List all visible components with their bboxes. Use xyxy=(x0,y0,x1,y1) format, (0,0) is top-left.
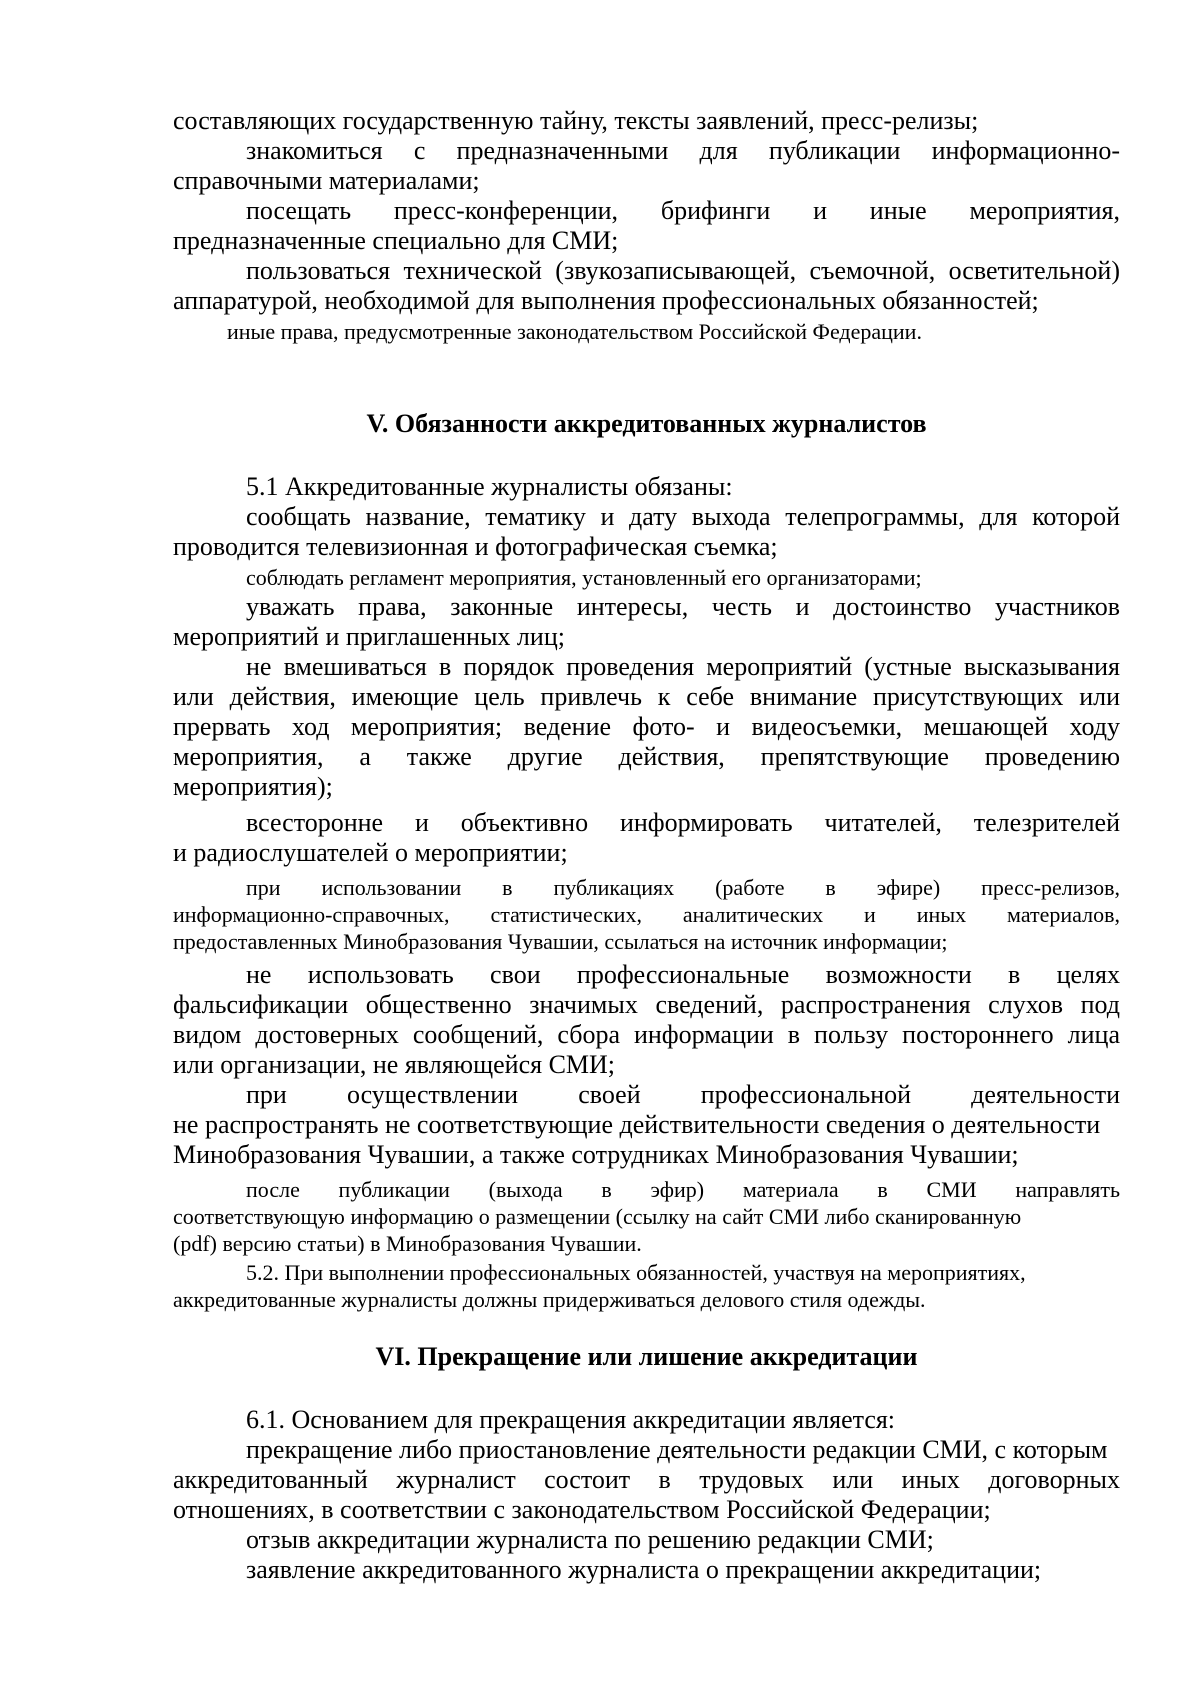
paragraph-line: мероприятий и приглашенных лиц; xyxy=(173,622,565,651)
paragraph-line: при использовании в публикациях (работе в эфире) пресс-релизов, xyxy=(246,875,1120,900)
paragraph-line: аппаратурой, необходимой для выполнения профессиональных обязанностей; xyxy=(173,286,1039,315)
paragraph-line: или организации, не являющейся СМИ; xyxy=(173,1050,616,1079)
paragraph-line: после публикации (выхода в эфир) материала в СМИ направлять xyxy=(246,1177,1120,1202)
paragraph-line: предоставленных Минобразования Чувашии, ссылаться на источник информации; xyxy=(173,929,948,954)
paragraph-line: аккредитованные журналисты должны придерживаться делового стиля одежды. xyxy=(173,1287,926,1312)
paragraph-line: прекращение либо приостановление деятельности редакции СМИ, с которым xyxy=(246,1435,1108,1464)
paragraph-line: всесторонне и объективно информировать читателей, телезрителей xyxy=(246,808,1120,837)
paragraph-line: прервать ход мероприятия; ведение фото- и видеосъемки, мешающей ходу xyxy=(173,712,1120,741)
paragraph-line: информационно-справочных, статистических, аналитических и иных материалов, xyxy=(173,902,1120,927)
paragraph-line: отзыв аккредитации журналиста по решению редакции СМИ; xyxy=(246,1525,934,1554)
paragraph-line: справочными материалами; xyxy=(173,166,480,195)
paragraph-line: аккредитованный журналист состоит в трудовых или иных договорных xyxy=(173,1465,1120,1494)
paragraph-line: соответствующую информацию о размещении (ссылку на сайт СМИ либо сканированную xyxy=(173,1204,1022,1229)
paragraph-line: не использовать свои профессиональные возможности в целях xyxy=(246,960,1120,989)
paragraph-line: и радиослушателей о мероприятии; xyxy=(173,838,568,867)
paragraph-line: заявление аккредитованного журналиста о прекращении аккредитации; xyxy=(246,1555,1042,1584)
paragraph-line: проводится телевизионная и фотографическая съемка; xyxy=(173,532,778,561)
paragraph-line: уважать права, законные интересы, честь и достоинство участников xyxy=(246,592,1120,621)
paragraph-line: сообщать название, тематику и дату выхода телепрограммы, для которой xyxy=(246,502,1120,531)
paragraph-line: иные права, предусмотренные законодательством Российской Федерации. xyxy=(227,319,922,344)
paragraph-line: при осуществлении своей профессиональной деятельности xyxy=(246,1080,1120,1109)
paragraph-line: или действия, имеющие цель привлечь к себе внимание присутствующих или xyxy=(173,682,1120,711)
paragraph-line: не вмешиваться в порядок проведения мероприятий (устные высказывания xyxy=(246,652,1120,681)
paragraph-line: фальсификации общественно значимых сведений, распространения слухов под xyxy=(173,990,1120,1019)
paragraph-line: мероприятия); xyxy=(173,772,333,801)
paragraph-line: не распространять не соответствующие действительности сведения о деятельности xyxy=(173,1110,1101,1139)
paragraph-line: 5.2. При выполнении профессиональных обязанностей, участвуя на мероприятиях, xyxy=(246,1260,1026,1285)
paragraph-line: Минобразования Чувашии, а также сотрудниках Минобразования Чувашии; xyxy=(173,1140,1019,1169)
paragraph-line: (pdf) версию статьи) в Минобразования Чувашии. xyxy=(173,1231,642,1256)
paragraph-line: посещать пресс-конференции, брифинги и иные мероприятия, xyxy=(246,196,1120,225)
section-heading: V. Обязанности аккредитованных журналистов xyxy=(366,409,927,438)
paragraph-line: знакомиться с предназначенными для публикации информационно- xyxy=(246,136,1120,165)
paragraph-line: 6.1. Основанием для прекращения аккредитации является: xyxy=(246,1405,896,1434)
paragraph-line: предназначенные специально для СМИ; xyxy=(173,226,619,255)
paragraph-line: 5.1 Аккредитованные журналисты обязаны: xyxy=(246,472,733,501)
section-heading: VI. Прекращение или лишение аккредитации xyxy=(375,1342,918,1371)
paragraph-line: пользоваться технической (звукозаписывающей, съемочной, осветительной) xyxy=(246,256,1120,285)
paragraph-line: составляющих государственную тайну, тексты заявлений, пресс-релизы; xyxy=(173,106,979,135)
paragraph-line: соблюдать регламент мероприятия, установленный его организаторами; xyxy=(246,565,922,590)
paragraph-line: мероприятия, а также другие действия, препятствующие проведению xyxy=(173,742,1120,771)
paragraph-line: видом достоверных сообщений, сбора информации в пользу постороннего лица xyxy=(173,1020,1120,1049)
paragraph-line: отношениях, в соответствии с законодательством Российской Федерации; xyxy=(173,1495,991,1524)
